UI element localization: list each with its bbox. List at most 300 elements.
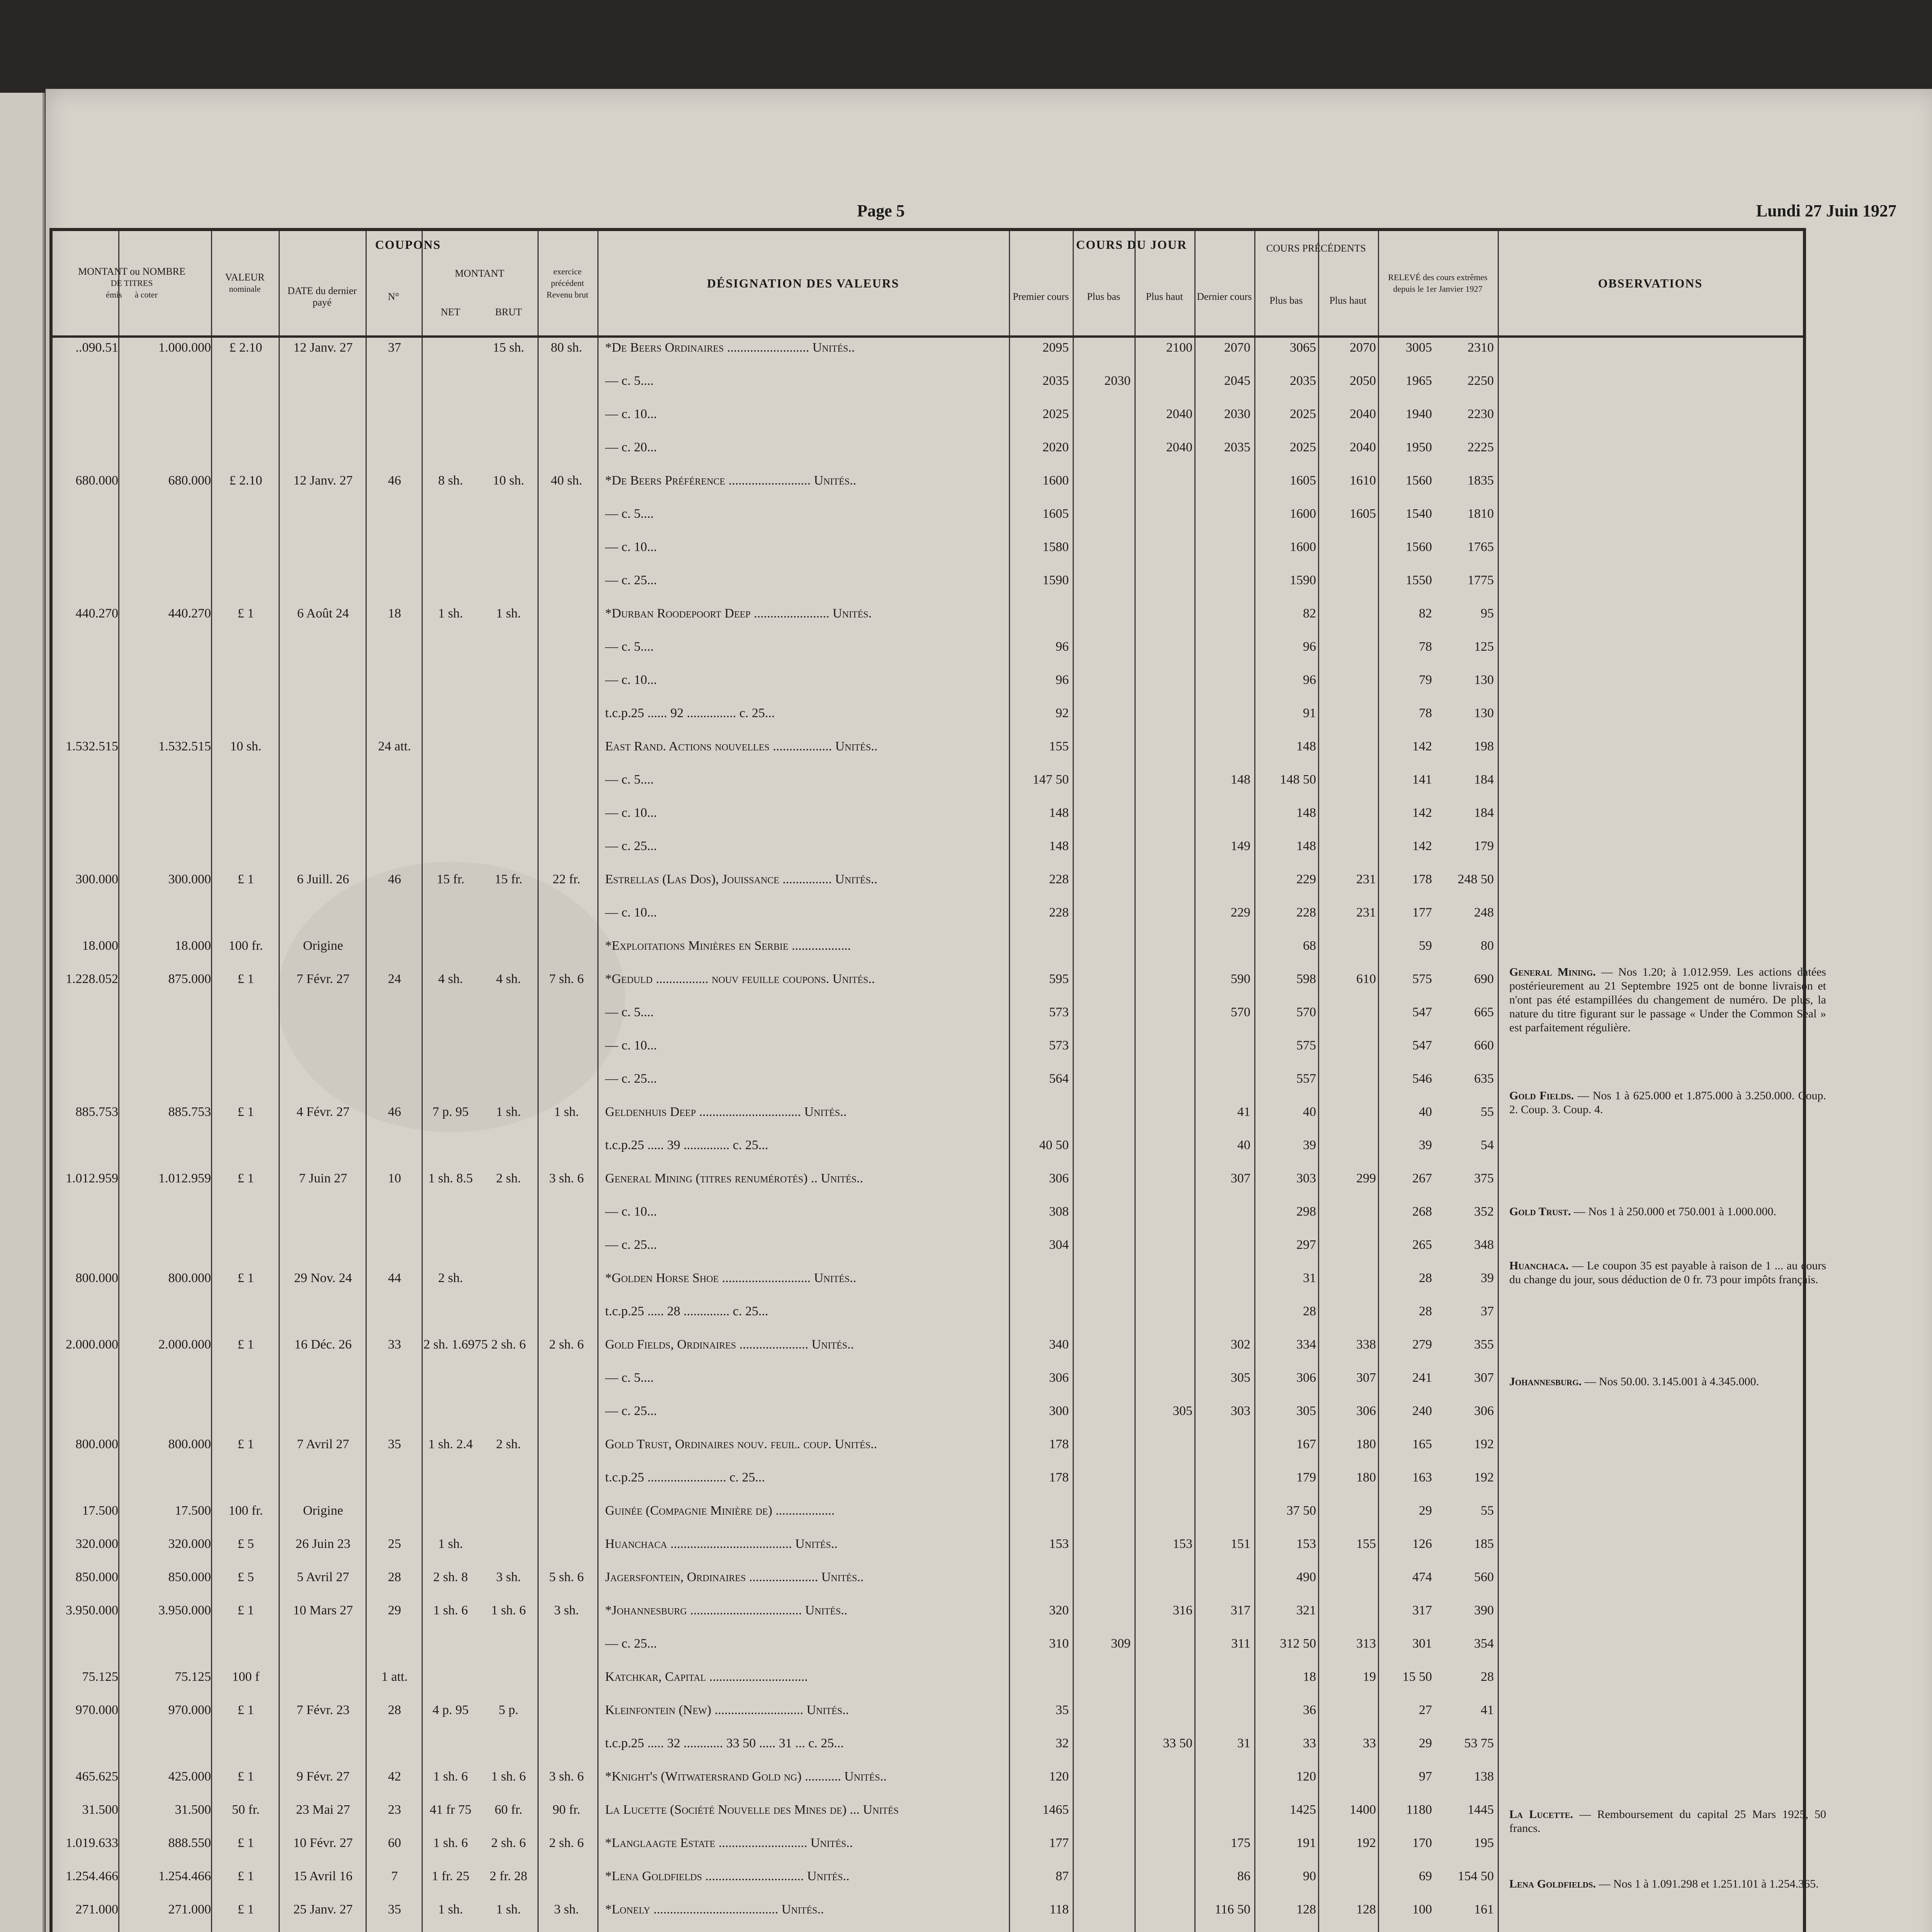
cell-cbas: 148 bbox=[1296, 839, 1316, 853]
cell-desig: — c. 20... bbox=[605, 440, 657, 454]
cell-phaut: 153 bbox=[1173, 1537, 1192, 1551]
cell-desig: *Geduld ................ nouv feuille coupons. Unités.. bbox=[605, 972, 875, 986]
cell-rbas: 78 bbox=[1419, 706, 1432, 720]
cell-desig: — c. 25... bbox=[605, 1404, 657, 1418]
cell-cbas: 33 bbox=[1303, 1736, 1316, 1750]
observation-title: La Lucette. bbox=[1509, 1808, 1573, 1821]
cell-premier: 35 bbox=[1056, 1703, 1069, 1717]
cell-brut: 2 sh. bbox=[496, 1437, 521, 1451]
cell-date: 9 Févr. 27 bbox=[296, 1769, 350, 1784]
cell-nombre: 680.000 bbox=[168, 473, 211, 488]
cell-rbas: 240 bbox=[1412, 1404, 1432, 1418]
cell-chaut: 231 bbox=[1356, 905, 1376, 920]
cell-cbas: 303 bbox=[1296, 1171, 1316, 1185]
cell-brut: 3 sh. bbox=[496, 1570, 521, 1584]
cell-montant: 1.532.515 bbox=[66, 739, 118, 753]
cell-cbas: 96 bbox=[1303, 639, 1316, 654]
newspaper-page bbox=[46, 89, 1932, 1932]
observation-text: — Le coupon 35 est payable à raison de 1 ... au cours du change du jour, sous déduction de 0 fr. 73 pour impôts français. bbox=[1509, 1259, 1826, 1286]
cell-nombre: 885.753 bbox=[168, 1105, 211, 1119]
cell-rbas: 126 bbox=[1412, 1537, 1432, 1551]
cell-rbas: 142 bbox=[1412, 806, 1432, 820]
cell-cbas: 96 bbox=[1303, 673, 1316, 687]
table-row bbox=[53, 1336, 1745, 1353]
cell-rhaut: 1835 bbox=[1468, 473, 1494, 488]
cell-montant: 680.000 bbox=[75, 473, 118, 488]
cell-chaut: 338 bbox=[1356, 1337, 1376, 1352]
observation-note bbox=[1509, 965, 1826, 1035]
header-montant: MONTANT ou NOMBRE DE TITRES émis à coter bbox=[78, 266, 185, 299]
cell-no: 28 bbox=[388, 1703, 401, 1717]
cell-rhaut: 375 bbox=[1474, 1171, 1494, 1185]
cell-phaut: 33 50 bbox=[1163, 1736, 1192, 1750]
header-observations: OBSERVATIONS bbox=[1598, 276, 1703, 290]
cell-rbas: 163 bbox=[1412, 1470, 1432, 1485]
table-row bbox=[53, 539, 1745, 556]
cell-rhaut: 161 bbox=[1474, 1902, 1494, 1917]
cell-rbas: 28 bbox=[1419, 1271, 1432, 1285]
cell-rbas: 546 bbox=[1412, 1071, 1432, 1086]
cell-no: 28 bbox=[388, 1570, 401, 1584]
cell-preced: 90 fr. bbox=[553, 1803, 580, 1817]
table-row bbox=[53, 372, 1745, 389]
cell-rhaut: 53 75 bbox=[1464, 1736, 1494, 1750]
cell-cbas: 1425 bbox=[1290, 1803, 1316, 1817]
cell-rbas: 1540 bbox=[1406, 507, 1432, 521]
cell-premier: 96 bbox=[1056, 673, 1069, 687]
table-row bbox=[53, 871, 1745, 888]
cell-premier: 310 bbox=[1049, 1636, 1069, 1651]
cell-no: 7 bbox=[391, 1869, 398, 1883]
cell-premier: 120 bbox=[1049, 1769, 1069, 1784]
cell-valeur: £ 1 bbox=[237, 972, 254, 986]
cell-premier: 304 bbox=[1049, 1238, 1069, 1252]
cell-nombre: 800.000 bbox=[168, 1437, 211, 1451]
table-row bbox=[53, 1037, 1745, 1054]
cell-montant: 800.000 bbox=[75, 1437, 118, 1451]
cell-rbas: 29 bbox=[1419, 1503, 1432, 1518]
header-valeur: VALEUR nominale bbox=[225, 272, 265, 294]
cell-premier: 308 bbox=[1049, 1204, 1069, 1219]
cell-net: 1 sh. bbox=[438, 1537, 463, 1551]
cell-rbas: 59 bbox=[1419, 939, 1432, 953]
cell-montant: 465.625 bbox=[75, 1769, 118, 1784]
cell-rbas: 317 bbox=[1412, 1603, 1432, 1617]
cell-chaut: 1400 bbox=[1350, 1803, 1376, 1817]
cell-montant: 31.500 bbox=[82, 1803, 118, 1817]
cell-preced: 3 sh. 6 bbox=[549, 1171, 584, 1185]
cell-rbas: 575 bbox=[1412, 972, 1432, 986]
cell-desig: t.c.p.25 ..... 32 ............ 33 50 ..... 31 ... c. 25... bbox=[605, 1736, 844, 1750]
cell-dernier: 175 bbox=[1231, 1836, 1250, 1850]
cell-rhaut: 1775 bbox=[1468, 573, 1494, 587]
left-page-edge bbox=[0, 93, 45, 1932]
observation-title: General Mining. bbox=[1509, 966, 1596, 978]
cell-rbas: 15 50 bbox=[1402, 1670, 1432, 1684]
cell-chaut: 33 bbox=[1363, 1736, 1376, 1750]
cell-date: Origine bbox=[303, 939, 343, 953]
cell-rhaut: 198 bbox=[1474, 739, 1494, 753]
cell-desig: — c. 10... bbox=[605, 1204, 657, 1219]
cell-rbas: 1560 bbox=[1406, 540, 1432, 554]
cell-net: 1 sh. 8.5 bbox=[428, 1171, 473, 1185]
cell-brut: 2 fr. 28 bbox=[490, 1869, 527, 1883]
cell-chaut: 306 bbox=[1356, 1404, 1376, 1418]
cell-rhaut: 192 bbox=[1474, 1470, 1494, 1485]
quotation-table bbox=[49, 228, 1827, 1932]
cell-montant: 885.753 bbox=[75, 1105, 118, 1119]
cell-cbas: 490 bbox=[1296, 1570, 1316, 1584]
cell-montant: 18.000 bbox=[82, 939, 118, 953]
cell-nombre: 425.000 bbox=[168, 1769, 211, 1784]
cell-montant: 970.000 bbox=[75, 1703, 118, 1717]
cell-rbas: 142 bbox=[1412, 839, 1432, 853]
table-row bbox=[53, 1203, 1745, 1220]
cell-nombre: 18.000 bbox=[175, 939, 211, 953]
cell-rbas: 78 bbox=[1419, 639, 1432, 654]
cell-no: 35 bbox=[388, 1437, 401, 1451]
cell-no: 24 bbox=[388, 972, 401, 986]
table-row bbox=[53, 1801, 1745, 1818]
cell-dernier: 317 bbox=[1231, 1603, 1250, 1617]
header-coupons: COUPONS bbox=[375, 238, 441, 252]
table-row bbox=[53, 1569, 1745, 1586]
cell-date: 26 Juin 23 bbox=[296, 1537, 350, 1551]
cell-dernier: 148 bbox=[1231, 772, 1250, 787]
cell-date: 7 Févr. 27 bbox=[296, 972, 350, 986]
cell-desig: — c. 10... bbox=[605, 806, 657, 820]
cell-cbas: 312 50 bbox=[1280, 1636, 1316, 1651]
header-prec-plus-haut: Plus haut bbox=[1329, 295, 1367, 306]
cell-preced: 3 sh. bbox=[554, 1603, 579, 1617]
cell-rbas: 97 bbox=[1419, 1769, 1432, 1784]
cell-nombre: 75.125 bbox=[175, 1670, 211, 1684]
cell-cbas: 148 bbox=[1296, 739, 1316, 753]
table-row bbox=[53, 1270, 1745, 1287]
cell-premier: 1600 bbox=[1043, 473, 1069, 488]
cell-montant: ..090.51 bbox=[75, 340, 118, 355]
cell-desig: *Lena Goldfields .............................. Unités.. bbox=[605, 1869, 850, 1883]
cell-rbas: 1940 bbox=[1406, 407, 1432, 421]
cell-cbas: 18 bbox=[1303, 1670, 1316, 1684]
cell-valeur: £ 5 bbox=[237, 1537, 254, 1551]
cell-dernier: 311 bbox=[1231, 1636, 1250, 1651]
observation-note bbox=[1509, 1808, 1826, 1835]
cell-rhaut: 306 bbox=[1474, 1404, 1494, 1418]
cell-preced: 40 sh. bbox=[551, 473, 582, 488]
cell-montant: 800.000 bbox=[75, 1271, 118, 1285]
cell-cbas: 148 50 bbox=[1280, 772, 1316, 787]
cell-brut: 10 sh. bbox=[493, 473, 524, 488]
cell-premier: 92 bbox=[1056, 706, 1069, 720]
cell-rhaut: 2225 bbox=[1468, 440, 1494, 454]
cell-valeur: £ 1 bbox=[237, 1105, 254, 1119]
cell-brut: 15 sh. bbox=[493, 340, 524, 355]
cell-valeur: £ 1 bbox=[237, 1703, 254, 1717]
cell-rbas: 1550 bbox=[1406, 573, 1432, 587]
cell-pbas: 309 bbox=[1111, 1636, 1131, 1651]
cell-rhaut: 1765 bbox=[1468, 540, 1494, 554]
cell-cbas: 1590 bbox=[1290, 573, 1316, 587]
cell-nombre: 800.000 bbox=[168, 1271, 211, 1285]
cell-rbas: 100 bbox=[1412, 1902, 1432, 1917]
cell-cbas: 28 bbox=[1303, 1304, 1316, 1318]
cell-cbas: 334 bbox=[1296, 1337, 1316, 1352]
cell-rbas: 141 bbox=[1412, 772, 1432, 787]
cell-desig: — c. 5.... bbox=[605, 1005, 654, 1019]
cell-no: 1 att. bbox=[381, 1670, 408, 1684]
cell-dernier: 31 bbox=[1237, 1736, 1250, 1750]
cell-date: Origine bbox=[303, 1503, 343, 1518]
cell-desig: Katchkar, Capital .............................. bbox=[605, 1670, 808, 1684]
page-number: Page 5 bbox=[857, 201, 905, 220]
cell-rhaut: 635 bbox=[1474, 1071, 1494, 1086]
cell-rhaut: 352 bbox=[1474, 1204, 1494, 1219]
cell-premier: 320 bbox=[1049, 1603, 1069, 1617]
cell-valeur: 100 fr. bbox=[228, 1503, 263, 1518]
cell-desig: Huanchaca ..................................... Unités.. bbox=[605, 1537, 838, 1551]
observation-note bbox=[1509, 1375, 1826, 1389]
observation-note bbox=[1509, 1089, 1826, 1117]
cell-rbas: 301 bbox=[1412, 1636, 1432, 1651]
cell-rhaut: 1810 bbox=[1468, 507, 1494, 521]
cell-chaut: 299 bbox=[1356, 1171, 1376, 1185]
cell-valeur: £ 1 bbox=[237, 1171, 254, 1185]
cell-net: 2 sh. 8 bbox=[433, 1570, 468, 1584]
cell-montant: 850.000 bbox=[75, 1570, 118, 1584]
cell-rhaut: 55 bbox=[1481, 1105, 1494, 1119]
cell-desig: — c. 5.... bbox=[605, 772, 654, 787]
cell-valeur: £ 1 bbox=[237, 1437, 254, 1451]
cell-no: 42 bbox=[388, 1769, 401, 1784]
cell-rbas: 39 bbox=[1419, 1138, 1432, 1152]
cell-rhaut: 355 bbox=[1474, 1337, 1494, 1352]
header-cours-precedents: COURS PRÉCÉDENTS bbox=[1266, 243, 1366, 254]
cell-desig: t.c.p.25 ........................ c. 25... bbox=[605, 1470, 765, 1485]
cell-date: 15 Avril 16 bbox=[293, 1869, 353, 1883]
cell-rbas: 79 bbox=[1419, 673, 1432, 687]
cell-desig: — c. 25... bbox=[605, 1071, 657, 1086]
cell-no: 37 bbox=[388, 340, 401, 355]
cell-rbas: 265 bbox=[1412, 1238, 1432, 1252]
cell-dernier: 307 bbox=[1231, 1171, 1250, 1185]
cell-premier: 2020 bbox=[1043, 440, 1069, 454]
cell-dernier: 41 bbox=[1237, 1105, 1250, 1119]
cell-montant: 1.012.959 bbox=[66, 1171, 118, 1185]
cell-brut: 5 p. bbox=[498, 1703, 519, 1717]
cell-cbas: 2025 bbox=[1290, 440, 1316, 454]
cell-desig: Gold Fields, Ordinaires ..................... Unités.. bbox=[605, 1337, 854, 1352]
header-montant-coupon: MONTANT bbox=[455, 268, 504, 279]
cell-desig: — c. 25... bbox=[605, 1238, 657, 1252]
cell-desig: *Exploitations Minières en Serbie .................. bbox=[605, 939, 851, 953]
cell-nombre: 1.532.515 bbox=[158, 739, 211, 753]
table-row bbox=[53, 472, 1745, 489]
cell-desig: — c. 10... bbox=[605, 905, 657, 920]
cell-net: 7 p. 95 bbox=[432, 1105, 469, 1119]
cell-cbas: 3065 bbox=[1290, 340, 1316, 355]
table-row bbox=[53, 439, 1745, 456]
cell-desig: t.c.p.25 ...... 92 ............... c. 25... bbox=[605, 706, 775, 720]
observation-note bbox=[1509, 1877, 1826, 1891]
cell-rhaut: 660 bbox=[1474, 1038, 1494, 1053]
header-date-dernier: DATE du dernier payé bbox=[287, 285, 357, 308]
cell-rhaut: 690 bbox=[1474, 972, 1494, 986]
table-row bbox=[53, 1004, 1745, 1021]
cell-rhaut: 2250 bbox=[1468, 374, 1494, 388]
cell-cbas: 148 bbox=[1296, 806, 1316, 820]
cell-rhaut: 307 bbox=[1474, 1371, 1494, 1385]
cell-nombre: 1.254.466 bbox=[158, 1869, 211, 1883]
cell-phaut: 316 bbox=[1173, 1603, 1192, 1617]
table-row bbox=[53, 971, 1745, 988]
cell-brut: 2 sh. 6 bbox=[491, 1836, 526, 1850]
cell-rhaut: 55 bbox=[1481, 1503, 1494, 1518]
cell-premier: 2035 bbox=[1043, 374, 1069, 388]
table-row bbox=[53, 1536, 1745, 1553]
cell-date: 10 Févr. 27 bbox=[293, 1836, 353, 1850]
cell-no: 23 bbox=[388, 1803, 401, 1817]
cell-desig: t.c.p.25 ..... 39 .............. c. 25... bbox=[605, 1138, 769, 1152]
cell-date: 4 Févr. 27 bbox=[296, 1105, 350, 1119]
cell-chaut: 2070 bbox=[1350, 340, 1376, 355]
cell-montant: 1.254.466 bbox=[66, 1869, 118, 1883]
cell-montant: 440.270 bbox=[75, 606, 118, 621]
table-row bbox=[53, 705, 1745, 722]
cell-desig: *De Beers Ordinaires ......................... Unités.. bbox=[605, 340, 855, 355]
cell-brut: 1 sh. 6 bbox=[491, 1603, 526, 1617]
cell-premier: 147 50 bbox=[1032, 772, 1069, 787]
table-row bbox=[53, 1170, 1745, 1187]
observation-text: — Nos 1.20; à 1.012.959. Les actions datées postérieurement au 21 Septembre 1925 ont de bonne livraison et n'ont pas été estampillées du changement de numéro. De plus, la nature du titre figurant sur le passage « Under the Common Seal » est parfaitement régulière. bbox=[1509, 966, 1826, 1034]
cell-cbas: 153 bbox=[1296, 1537, 1316, 1551]
cell-chaut: 155 bbox=[1356, 1537, 1376, 1551]
table-row bbox=[53, 904, 1745, 921]
cell-valeur: £ 1 bbox=[237, 1337, 254, 1352]
cell-rbas: 40 bbox=[1419, 1105, 1432, 1119]
cell-premier: 2095 bbox=[1043, 340, 1069, 355]
cell-rbas: 547 bbox=[1412, 1038, 1432, 1053]
cell-no: 46 bbox=[388, 473, 401, 488]
header-premier: Premier cours bbox=[1012, 291, 1069, 302]
cell-desig: *Durban Roodepoort Deep ....................... Unités. bbox=[605, 606, 872, 621]
cell-rhaut: 185 bbox=[1474, 1537, 1494, 1551]
cell-cbas: 1600 bbox=[1290, 507, 1316, 521]
cell-desig: Estrellas (Las Dos), Jouissance ............... Unités.. bbox=[605, 872, 878, 886]
cell-date: 6 Août 24 bbox=[297, 606, 349, 621]
cell-premier: 300 bbox=[1049, 1404, 1069, 1418]
cell-rbas: 178 bbox=[1412, 872, 1432, 886]
cell-rbas: 142 bbox=[1412, 739, 1432, 753]
cell-rhaut: 192 bbox=[1474, 1437, 1494, 1451]
cell-phaut: 2100 bbox=[1166, 340, 1192, 355]
cell-valeur: £ 1 bbox=[237, 1769, 254, 1784]
cell-rhaut: 1445 bbox=[1468, 1803, 1494, 1817]
cell-valeur: 100 f bbox=[232, 1670, 260, 1684]
table-row bbox=[53, 1469, 1745, 1486]
cell-nombre: 2.000.000 bbox=[158, 1337, 211, 1352]
cell-date: 7 Févr. 23 bbox=[296, 1703, 350, 1717]
observation-text: — Nos 1 à 625.000 et 1.875.000 à 3.250.000. Coup. 2. Coup. 3. Coup. 4. bbox=[1509, 1089, 1826, 1116]
cell-nombre: 970.000 bbox=[168, 1703, 211, 1717]
cell-rbas: 279 bbox=[1412, 1337, 1432, 1352]
cell-dernier: 590 bbox=[1231, 972, 1250, 986]
table-row bbox=[53, 1104, 1745, 1121]
cell-rbas: 267 bbox=[1412, 1171, 1432, 1185]
cell-dernier: 229 bbox=[1231, 905, 1250, 920]
table-row bbox=[53, 1835, 1745, 1852]
cell-rhaut: 37 bbox=[1481, 1304, 1494, 1318]
cell-cbas: 36 bbox=[1303, 1703, 1316, 1717]
cell-rhaut: 95 bbox=[1481, 606, 1494, 621]
cell-premier: 306 bbox=[1049, 1371, 1069, 1385]
cell-no: 24 att. bbox=[378, 739, 411, 753]
cell-rhaut: 41 bbox=[1481, 1703, 1494, 1717]
cell-no: 60 bbox=[388, 1836, 401, 1850]
cell-desig: — c. 10... bbox=[605, 407, 657, 421]
cell-rhaut: 138 bbox=[1474, 1769, 1494, 1784]
cell-montant: 75.125 bbox=[82, 1670, 118, 1684]
cell-rhaut: 39 bbox=[1481, 1271, 1494, 1285]
header-no: N° bbox=[388, 291, 400, 302]
cell-date: 7 Juin 27 bbox=[299, 1171, 347, 1185]
cell-phaut: 2040 bbox=[1166, 407, 1192, 421]
cell-brut: 1 sh. bbox=[496, 1902, 521, 1917]
cell-preced: 7 sh. 6 bbox=[549, 972, 584, 986]
cell-chaut: 1610 bbox=[1350, 473, 1376, 488]
cell-cbas: 31 bbox=[1303, 1271, 1316, 1285]
cell-rhaut: 125 bbox=[1474, 639, 1494, 654]
cell-preced: 2 sh. 6 bbox=[549, 1836, 584, 1850]
cell-desig: *Lonely ...................................... Unités.. bbox=[605, 1902, 824, 1917]
cell-preced: 3 sh. bbox=[554, 1902, 579, 1917]
cell-rbas: 1560 bbox=[1406, 473, 1432, 488]
cell-rbas: 1965 bbox=[1406, 374, 1432, 388]
cell-net: 2 sh. 1.6975 bbox=[423, 1337, 488, 1352]
table-row bbox=[53, 1236, 1745, 1253]
cell-date: 10 Mars 27 bbox=[293, 1603, 353, 1617]
cell-preced: 80 sh. bbox=[551, 340, 582, 355]
table-row bbox=[53, 738, 1745, 755]
cell-dernier: 570 bbox=[1231, 1005, 1250, 1019]
observation-title: Gold Fields. bbox=[1509, 1089, 1574, 1102]
cell-premier: 40 50 bbox=[1039, 1138, 1069, 1152]
observation-text: — Remboursement du capital 25 Mars 1925, 50 francs. bbox=[1509, 1808, 1827, 1835]
cell-date: 12 Janv. 27 bbox=[293, 340, 353, 355]
cell-brut: 2 sh. bbox=[496, 1171, 521, 1185]
cell-cbas: 305 bbox=[1296, 1404, 1316, 1418]
cell-no: 35 bbox=[388, 1902, 401, 1917]
cell-desig: — c. 5.... bbox=[605, 507, 654, 521]
cell-desig: — c. 10... bbox=[605, 673, 657, 687]
cell-cbas: 91 bbox=[1303, 706, 1316, 720]
table-row bbox=[53, 572, 1745, 589]
cell-desig: *Langlaagte Estate ........................... Unités.. bbox=[605, 1836, 853, 1850]
cell-date: 7 Avril 27 bbox=[297, 1437, 349, 1451]
cell-montant: 271.000 bbox=[75, 1902, 118, 1917]
cell-nombre: 300.000 bbox=[168, 872, 211, 886]
cell-desig: General Mining (titres renumérotés) .. Unités.. bbox=[605, 1171, 863, 1185]
cell-chaut: 307 bbox=[1356, 1371, 1376, 1385]
cell-premier: 228 bbox=[1049, 905, 1069, 920]
observation-title: Gold Trust. bbox=[1509, 1205, 1571, 1218]
cell-montant: 1.019.633 bbox=[66, 1836, 118, 1850]
cell-cbas: 2025 bbox=[1290, 407, 1316, 421]
cell-cbas: 1600 bbox=[1290, 540, 1316, 554]
cell-premier: 177 bbox=[1049, 1836, 1069, 1850]
cell-cbas: 570 bbox=[1296, 1005, 1316, 1019]
cell-nombre: 3.950.000 bbox=[158, 1603, 211, 1617]
